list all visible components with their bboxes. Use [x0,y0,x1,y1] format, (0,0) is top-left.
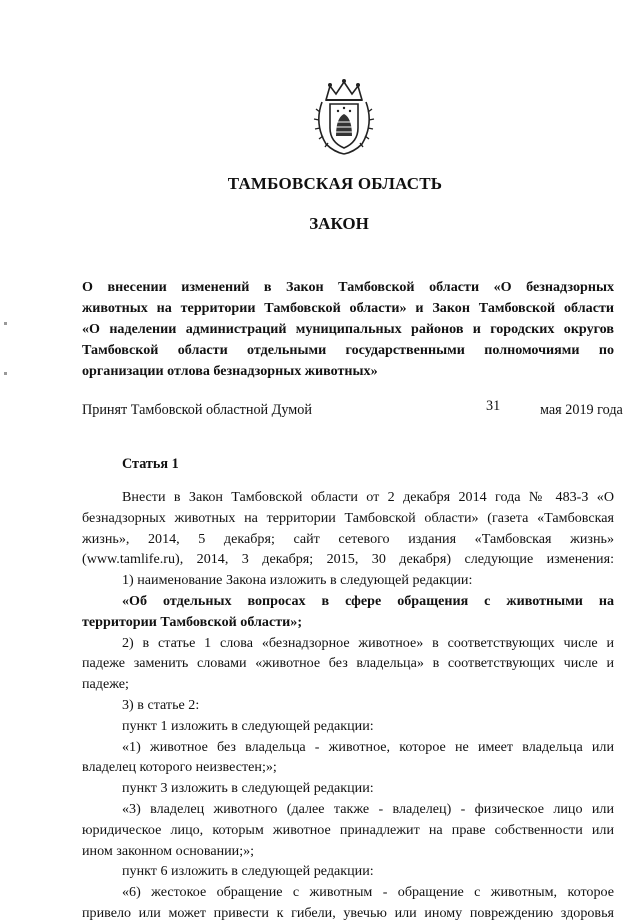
title-line: Тамбовской области отдельными государственными полномочиями по [82,342,614,358]
body-line: падеже; [82,676,129,693]
title-line: организации отлова безнадзорных животных» [82,363,378,379]
scan-margin-mark [4,322,7,325]
adoption-text: Принят Тамбовской областной Думой [82,402,312,418]
body-line: пункт 1 изложить в следующей редакции: [122,717,374,734]
article-heading: Статья 1 [122,456,179,472]
document-type-heading: ЗАКОН [309,214,369,233]
body-line: территории Тамбовской области»; [82,613,303,630]
body-line: привело или может привести к гибели, увечью или иному повреждению здоровья [82,904,614,921]
body-line: пункт 6 изложить в следующей редакции: [122,863,374,880]
law-title [82,277,614,382]
body-line: «1) животное без владельца - животное, которое не имеет владельца или [122,738,614,755]
title-line: О внесении изменений в Закон Тамбовской области «О безнадзорных [82,279,614,295]
title-line: животных на территории Тамбовской области» и Закон Тамбовской области [82,300,614,316]
body-line: «3) владелец животного (далее также - владелец) - физическое лицо или [122,800,614,817]
body-line: 2) в статье 1 слова «безнадзорное животное» в соответствующих числе и [122,634,614,651]
adoption-day: 31 [486,398,501,414]
adoption-date-rest: мая 2019 года [540,402,623,418]
body-line: юридическое лицо, которым животное принадлежит на праве собственности или [82,821,614,838]
scan-margin-mark [4,372,7,375]
body-line: падеже заменить словами «животное без владельца» в соответствующих числе и [82,655,614,672]
body-line: Внести в Закон Тамбовской области от 2 декабря 2014 года № 483-З «О [122,489,614,505]
article-body [82,487,614,924]
body-line: 1) наименование Закона изложить в следующей редакции: [122,572,473,589]
body-line: (www.tamlife.ru), 2014, 3 декабря; 2015, 30 декабря) следующие изменения: [82,551,614,568]
title-line: «О наделении администраций муниципальных районов и городских округов [82,321,614,337]
body-line: ином законном основании;»; [82,842,255,859]
body-line: «Об отдельных вопросах в сфере обращения с животными на [122,592,614,609]
region-heading: ТАМБОВСКАЯ ОБЛАСТЬ [227,174,443,193]
tambov-coat-of-arms-icon [312,78,376,158]
body-line: владелец которого неизвестен;»; [82,759,277,776]
body-line: пункт 3 изложить в следующей редакции: [122,780,374,797]
body-line: жизнь», 2014, 5 декабря; сайт сетевого издания «Тамбовская жизнь» [82,530,614,547]
body-line: «6) жестокое обращение с животным - обращение с животным, которое [122,884,614,901]
body-line: безнадзорных животных на территории Тамбовской области» (газета «Тамбовская [82,509,614,526]
body-line: 3) в статье 2: [122,696,200,713]
